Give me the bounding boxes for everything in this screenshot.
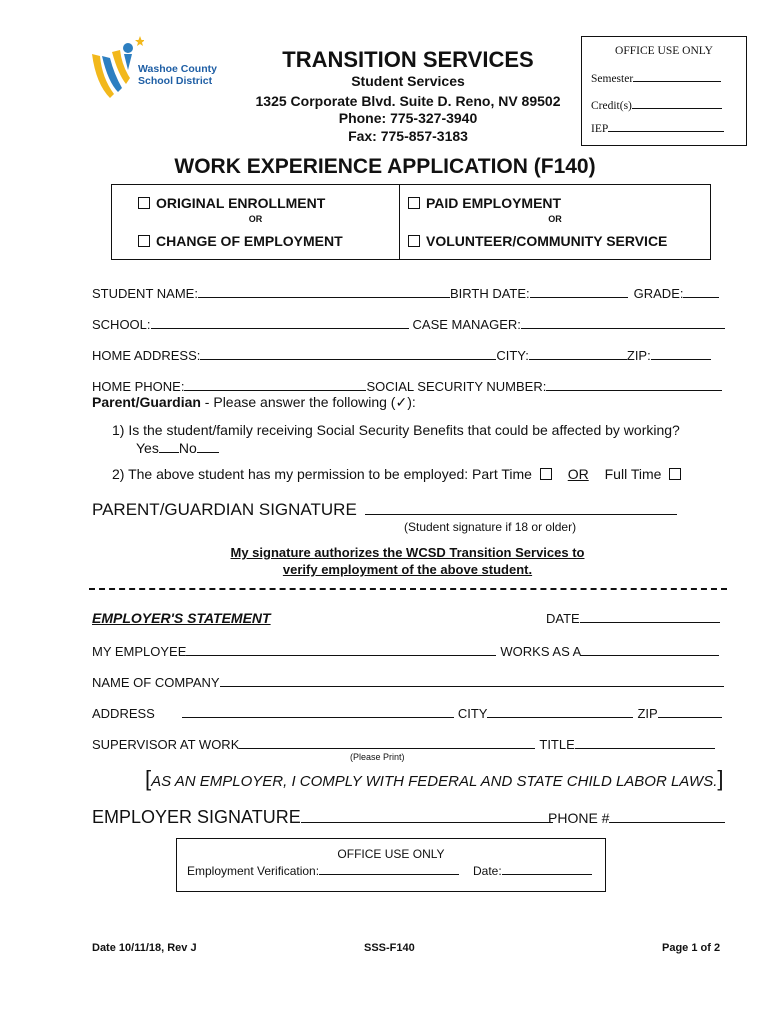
office-use-title: OFFICE USE ONLY [615, 45, 713, 57]
ssn-field[interactable] [546, 378, 722, 391]
parent-signature-label: PARENT/GUARDIAN SIGNATURE [92, 500, 357, 519]
parent-signature-field[interactable] [365, 498, 677, 515]
employer-date-label: DATE [546, 611, 580, 626]
checkbox-original-enrollment[interactable] [138, 197, 150, 209]
home-phone-field[interactable] [184, 378, 366, 391]
school-label: SCHOOL: [92, 317, 151, 332]
option-original-enrollment[interactable] [138, 195, 325, 211]
header-subtitle: Student Services [351, 73, 465, 89]
option-volunteer-label: VOLUNTEER/COMMUNITY SERVICE [426, 233, 668, 249]
verification-date-field[interactable] [502, 862, 592, 875]
question-2: 2) The above student has my permission to be employed: Part Time [112, 466, 532, 482]
semester-label: Semester [591, 73, 634, 85]
signature-note: (Student signature if 18 or older) [404, 520, 577, 534]
city-field[interactable] [529, 347, 627, 360]
employer-address-field[interactable] [182, 705, 454, 718]
semester-field[interactable] [633, 69, 721, 82]
student-name-field[interactable] [198, 285, 450, 298]
option-volunteer-service[interactable] [408, 233, 667, 249]
footer-date: Date 10/11/18, Rev J [92, 942, 197, 954]
employer-signature-field[interactable] [301, 806, 553, 823]
works-as-field[interactable] [581, 643, 719, 656]
logo-text-line2: School District [138, 75, 213, 87]
zip-field[interactable] [651, 347, 711, 360]
parent-guardian-heading: Parent/Guardian [92, 394, 201, 410]
or-label-right: OR [548, 214, 562, 224]
parent-instruction: - Please answer the following (✓): [200, 394, 416, 410]
right-bracket: ] [717, 766, 724, 791]
credits-field[interactable] [632, 96, 722, 109]
iep-field[interactable] [608, 119, 724, 132]
employer-phone-field[interactable] [609, 810, 725, 823]
case-manager-label: CASE MANAGER: [412, 317, 521, 332]
authorization-line-1: My signature authorizes the WCSD Transition Services to [230, 545, 585, 560]
ssn-label: SOCIAL SECURITY NUMBER: [366, 379, 547, 394]
full-time-label: Full Time [604, 466, 662, 482]
district-logo [88, 34, 223, 102]
office-use-box-bottom [176, 838, 606, 892]
question-1: 1) Is the student/family receiving Social Security Benefits that could be affected by working? [112, 422, 680, 438]
please-print-note: (Please Print) [350, 752, 405, 762]
q1-yes-field[interactable] [159, 440, 179, 453]
my-employee-label: MY EMPLOYEE [92, 644, 187, 659]
option-paid-employment[interactable] [408, 195, 561, 211]
employer-city-label: CITY [457, 706, 488, 721]
employer-date-field[interactable] [580, 610, 720, 623]
home-address-field[interactable] [200, 347, 496, 360]
checkbox-change-employment[interactable] [138, 235, 150, 247]
checkbox-full-time[interactable] [669, 468, 681, 480]
authorization-line-2: verify employment of the above student. [282, 562, 533, 577]
child-labor-statement: AS AN EMPLOYER, I COMPLY WITH FEDERAL AND STATE CHILD LABOR LAWS. [151, 773, 718, 790]
supervisor-field[interactable] [239, 736, 535, 749]
left-bracket: [ [145, 766, 152, 791]
district-logo-icon [88, 34, 144, 102]
footer-form-code: SSS-F140 [364, 942, 415, 954]
supervisor-label: SUPERVISOR AT WORK [92, 737, 240, 752]
student-name-label: STUDENT NAME: [92, 286, 198, 301]
or-label-left: OR [248, 214, 263, 224]
form-title: WORK EXPERIENCE APPLICATION (F140) [174, 155, 596, 178]
employer-zip-field[interactable] [658, 705, 722, 718]
header-fax: Fax: 775-857-3183 [348, 128, 468, 144]
office-use-bottom-title: OFFICE USE ONLY [337, 847, 445, 861]
checkbox-paid-employment[interactable] [408, 197, 420, 209]
case-manager-field[interactable] [521, 316, 725, 329]
footer-page-number: Page 1 of 2 [662, 942, 721, 954]
q1-yes-label: Yes [136, 440, 159, 456]
company-name-label: NAME OF COMPANY [92, 675, 220, 690]
option-original-label: ORIGINAL ENROLLMENT [156, 195, 326, 211]
zip-label: ZIP: [626, 348, 651, 363]
employment-verification-field[interactable] [319, 862, 459, 875]
employer-phone-label: PHONE # [548, 810, 610, 826]
header-phone: Phone: 775-327-3940 [338, 110, 478, 126]
section-divider [89, 588, 727, 590]
option-change-label: CHANGE OF EMPLOYMENT [156, 233, 343, 249]
employer-zip-label: ZIP [637, 706, 658, 721]
birth-date-label: BIRTH DATE: [449, 286, 530, 301]
q1-no-label: No [178, 440, 197, 456]
employer-city-field[interactable] [487, 705, 633, 718]
header-address: 1325 Corporate Blvd. Suite D. Reno, NV 89502 [255, 93, 561, 109]
q1-no-field[interactable] [197, 440, 219, 453]
checkbox-part-time[interactable] [540, 468, 552, 480]
iep-label: IEP [591, 123, 609, 135]
home-address-label: HOME ADDRESS: [92, 348, 201, 363]
office-use-box [581, 36, 747, 146]
credits-label: Credit(s) [591, 100, 632, 112]
checkbox-volunteer-service[interactable] [408, 235, 420, 247]
home-phone-label: HOME PHONE: [92, 379, 185, 394]
employer-statement-heading: EMPLOYER'S STATEMENT [92, 610, 271, 626]
title-field[interactable] [575, 736, 715, 749]
grade-field[interactable] [683, 285, 719, 298]
header-title: TRANSITION SERVICES [282, 47, 534, 72]
employer-signature-label: EMPLOYER SIGNATURE [92, 807, 301, 827]
logo-text-line1: Washoe County [138, 63, 217, 75]
grade-label: GRADE: [633, 286, 684, 301]
option-paid-label: PAID EMPLOYMENT [426, 195, 562, 211]
option-change-employment[interactable] [138, 233, 343, 249]
my-employee-field[interactable] [186, 643, 496, 656]
title-label: TITLE [539, 737, 575, 752]
q2-or-label: OR [567, 466, 589, 482]
employer-address-label: ADDRESS [92, 706, 155, 721]
company-name-field[interactable] [220, 674, 724, 687]
city-label: CITY: [496, 348, 529, 363]
employment-verification-label: Employment Verification: [187, 864, 320, 878]
verification-date-label: Date: [473, 864, 502, 878]
application-type-box [111, 184, 711, 260]
school-field[interactable] [151, 316, 409, 329]
works-as-label: WORKS AS A [500, 644, 582, 659]
birth-date-field[interactable] [530, 285, 628, 298]
